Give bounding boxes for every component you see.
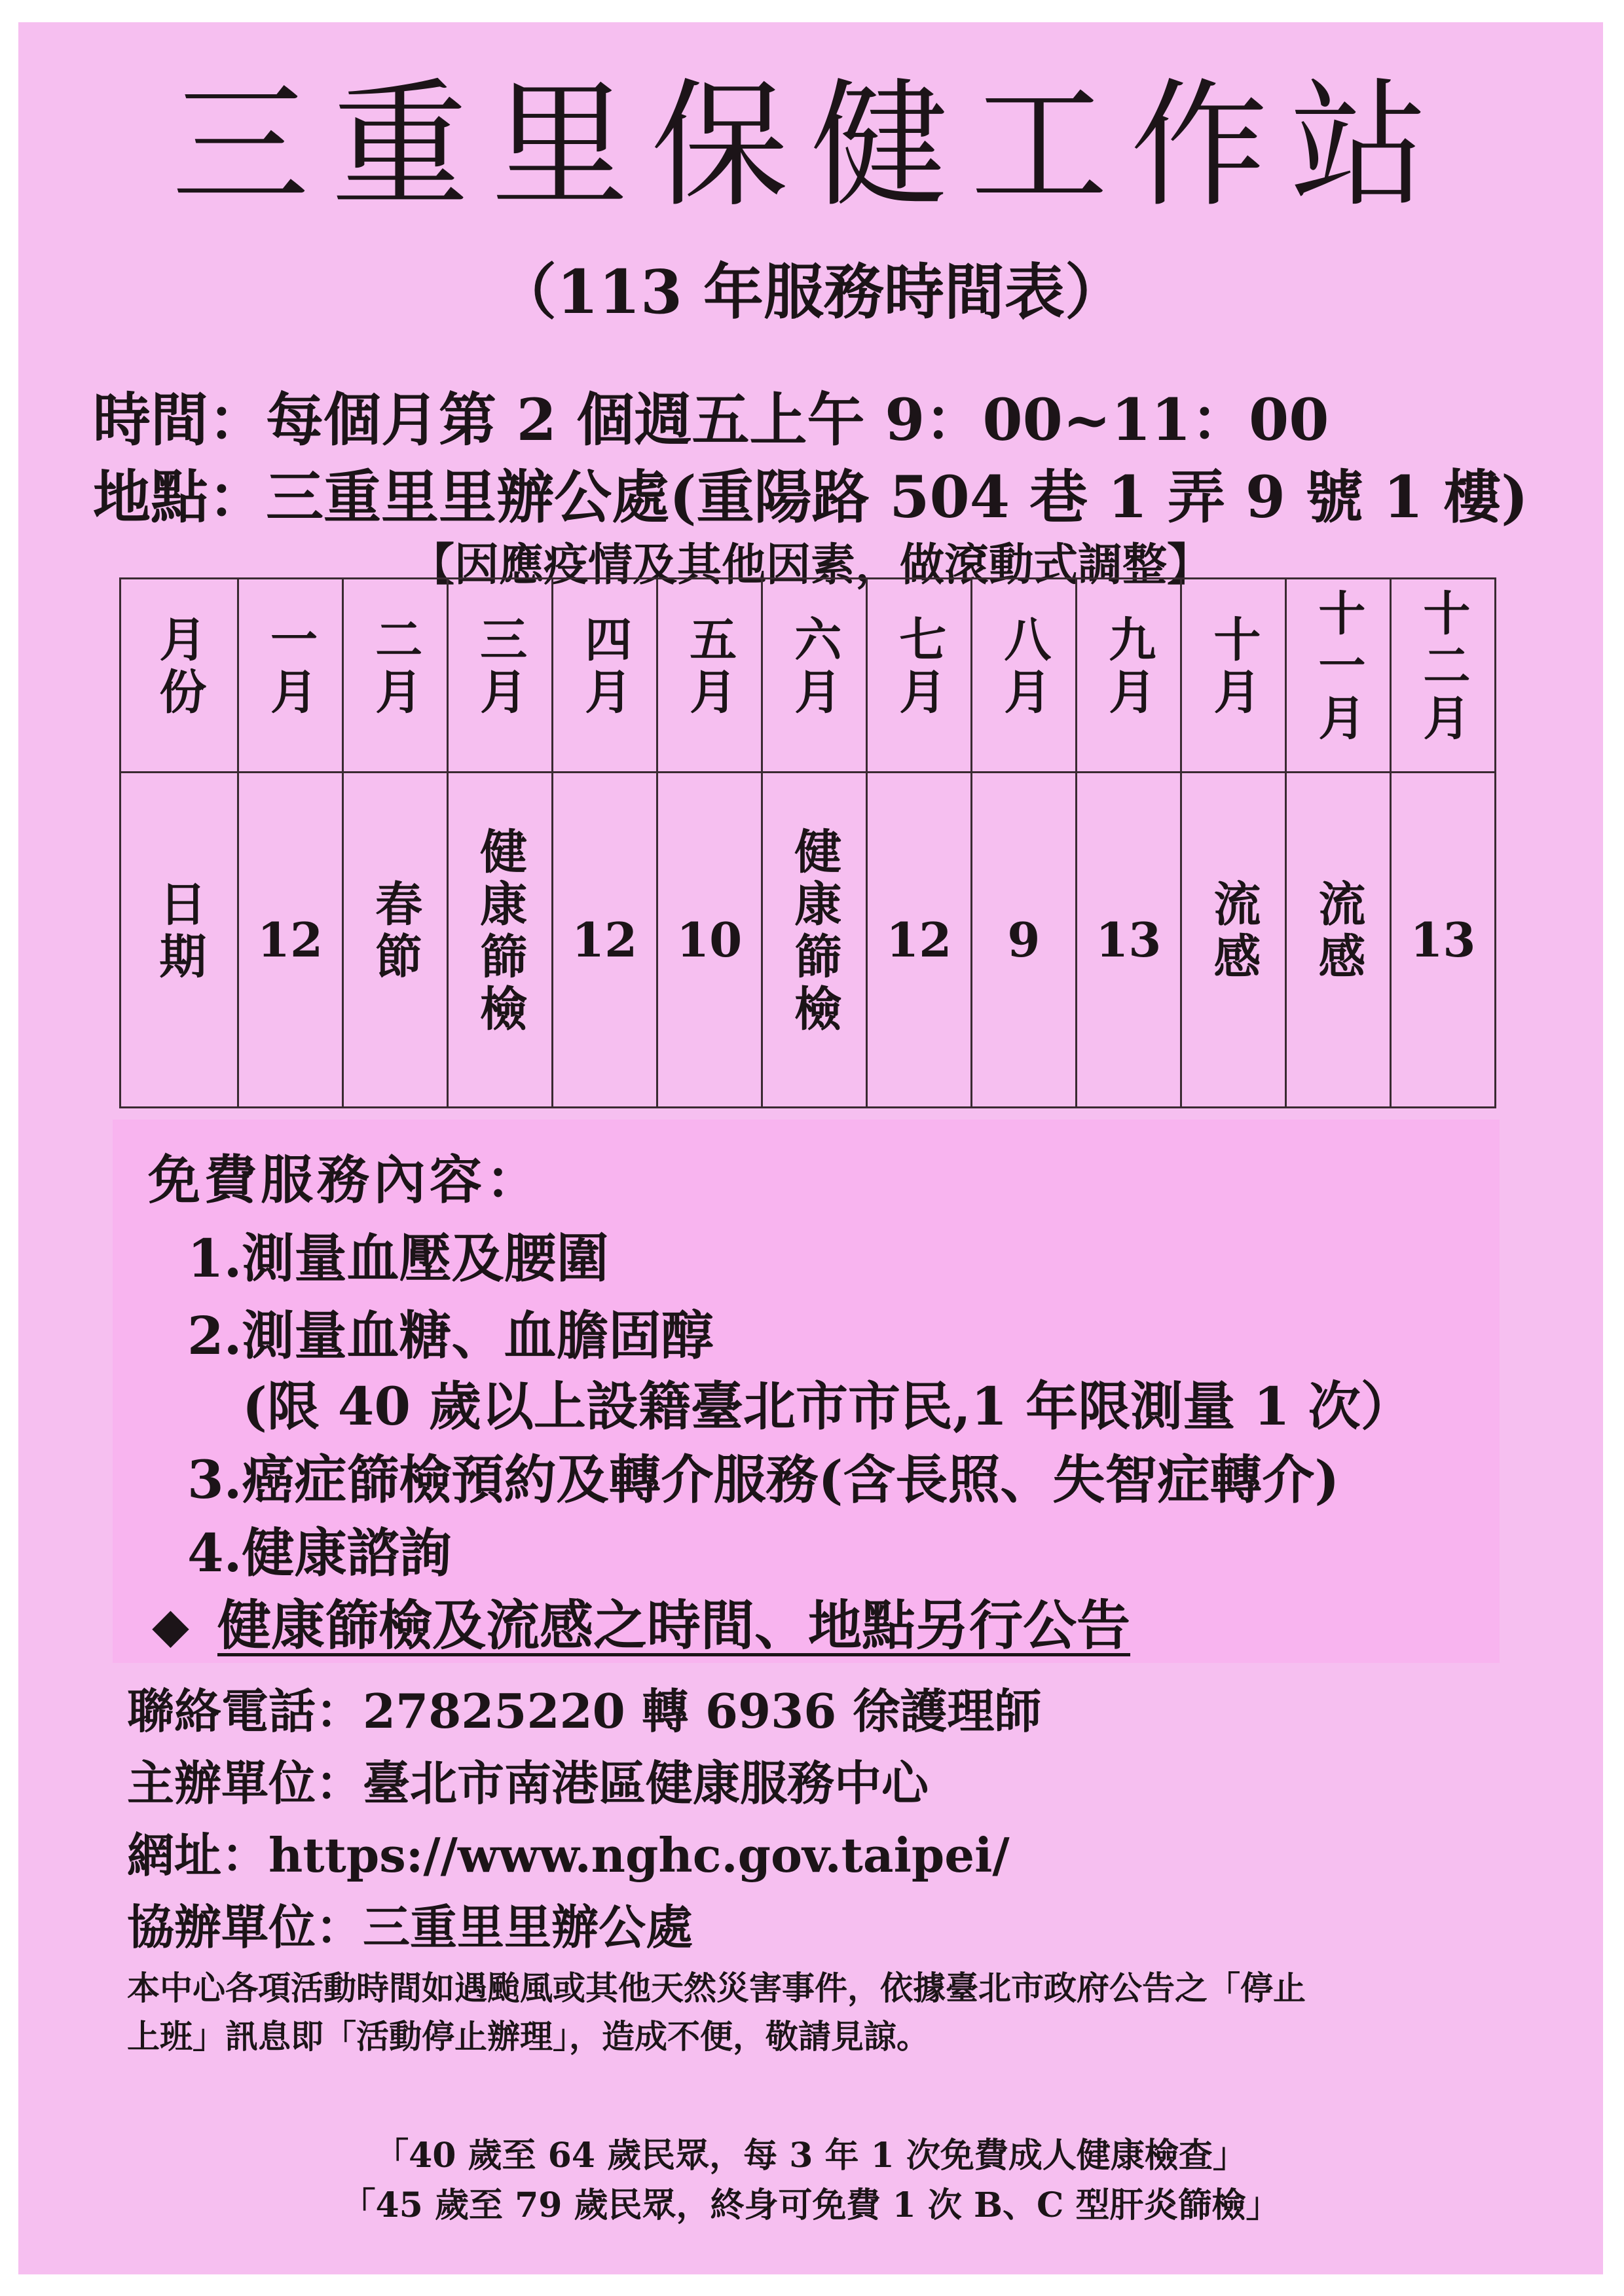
disclaimer-line: 上班」訊息即「活動停止辦理」，造成不便，敬請見諒。 [127, 2017, 929, 2056]
date-cell: 流感 [1181, 773, 1285, 1108]
date-cell: 10 [657, 773, 762, 1108]
disclaimer-line: 本中心各項活動時間如遇颱風或其他天然災害事件，依據臺北市政府公告之「停止 [127, 1969, 1306, 2007]
date-cell: 春節 [342, 773, 447, 1108]
date-cell: 13 [1076, 773, 1181, 1108]
month-row [120, 579, 1496, 773]
service-item: 4.健康諮詢 [187, 1522, 452, 1584]
date-cell: 13 [1390, 773, 1495, 1108]
date-cell: 流感 [1285, 773, 1390, 1108]
month-cell: 十月 [1181, 579, 1285, 773]
contact-phone: 聯絡電話：27825220 轉 6936 徐護理師 [127, 1683, 1042, 1739]
service-item: 3.癌症篩檢預約及轉介服務(含長照、失智症轉介) [187, 1449, 1340, 1510]
month-cell: 四月 [552, 579, 657, 773]
poster-title: 三重里保健工作站 [171, 65, 1450, 226]
adjust-note: 【因應疫情及其他因素，做滾動式調整】 [409, 539, 1211, 591]
date-cell: 12 [866, 773, 971, 1108]
month-cell: 十一月 [1285, 579, 1390, 773]
service-item-note: (限 40 歲以上設籍臺北市市民,1 年限測量 1 次） [242, 1376, 1413, 1437]
services-heading: 免費服務內容： [148, 1149, 542, 1211]
date-cell: 9 [971, 773, 1076, 1108]
footer-line: 「40 歲至 64 歲民眾，每 3 年 1 次免費成人健康檢查」 [375, 2136, 1247, 2176]
month-cell: 一月 [238, 579, 342, 773]
date-header-cell: 日期 [120, 773, 238, 1108]
co-organizer: 協辦單位：三重里里辦公處 [127, 1899, 693, 1955]
date-cell: 健康篩檢 [447, 773, 552, 1108]
month-cell: 六月 [762, 579, 866, 773]
month-cell: 九月 [1076, 579, 1181, 773]
website: 網址：https://www.nghc.gov.taipei/ [127, 1827, 1010, 1883]
month-cell: 三月 [447, 579, 552, 773]
time-line: 時間：每個月第 2 個週五上午 9：00~11：00 [93, 386, 1329, 454]
service-item: 2.測量血糖、血膽固醇 [187, 1305, 714, 1366]
service-item: 1.測量血壓及腰圍 [187, 1228, 609, 1289]
date-cell: 健康篩檢 [762, 773, 866, 1108]
services-notice: 健康篩檢及流感之時間、地點另行公告 [217, 1594, 1131, 1657]
month-header-cell: 月份 [120, 579, 238, 773]
month-cell: 五月 [657, 579, 762, 773]
date-cell: 12 [238, 773, 342, 1108]
date-cell: 12 [552, 773, 657, 1108]
month-cell: 八月 [971, 579, 1076, 773]
month-cell: 十二月 [1390, 579, 1495, 773]
diamond-bullet-icon: ◆ [152, 1597, 189, 1654]
date-row [120, 773, 1496, 1108]
schedule-table [119, 577, 1496, 1108]
poster-subtitle: （113 年服務時間表） [496, 257, 1126, 327]
location-line: 地點：三重里里辦公處(重陽路 504 巷 1 弄 9 號 1 樓) [93, 463, 1528, 531]
organizer: 主辦單位：臺北市南港區健康服務中心 [127, 1755, 929, 1811]
month-cell: 七月 [866, 579, 971, 773]
month-cell: 二月 [342, 579, 447, 773]
footer-line: 「45 歲至 79 歲民眾，終身可免費 1 次 B、C 型肝炎篩檢」 [341, 2185, 1280, 2225]
